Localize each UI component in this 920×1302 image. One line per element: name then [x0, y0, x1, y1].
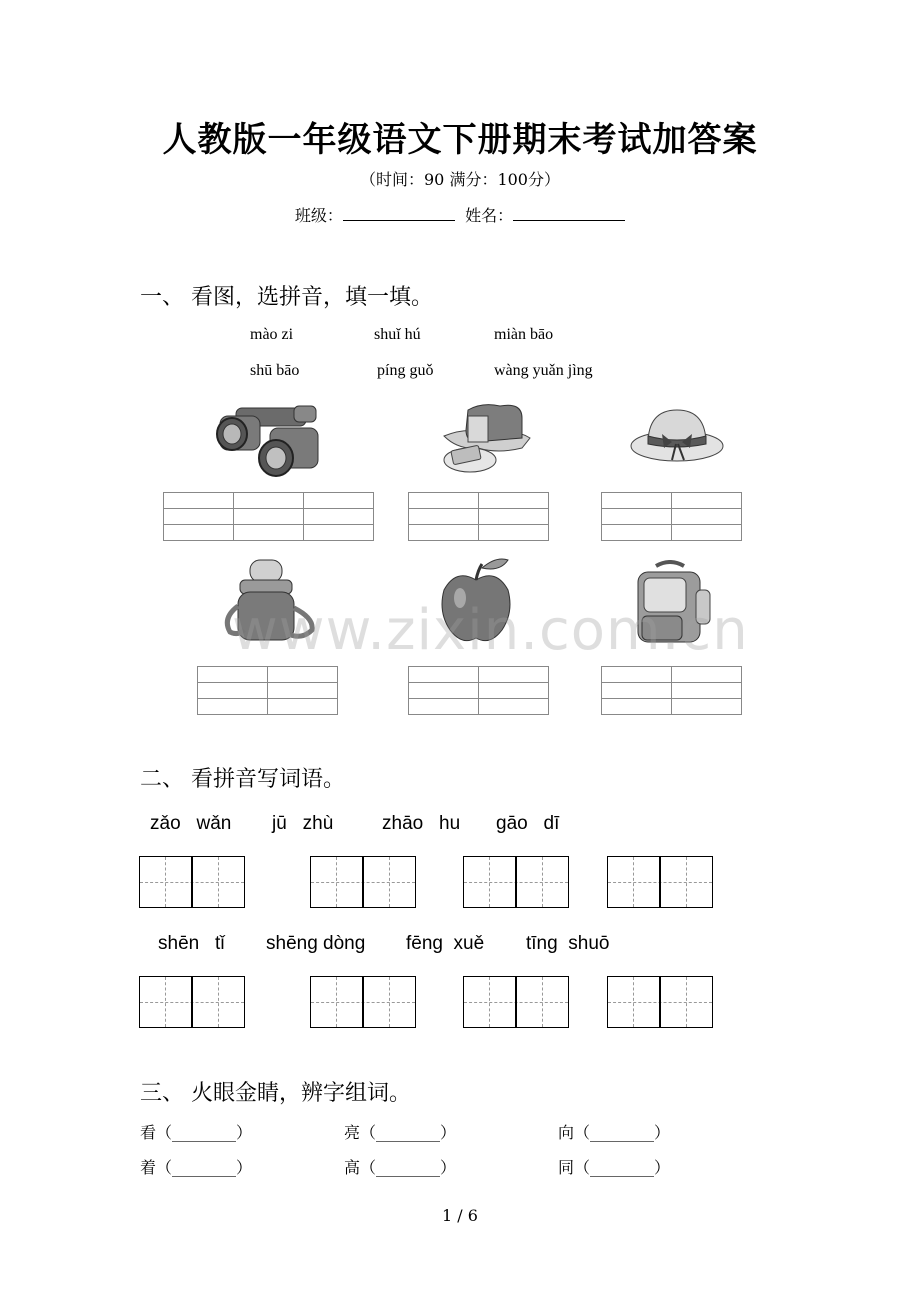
answer-blank[interactable]: （________） — [156, 1123, 253, 1142]
char: 向 — [558, 1123, 575, 1142]
writing-box[interactable] — [310, 856, 416, 908]
writing-box[interactable] — [463, 856, 569, 908]
pinyin-option: shū bāo — [250, 362, 300, 379]
class-label: 班级： — [294, 206, 343, 225]
pinyin-option: miàn bāo — [494, 326, 554, 343]
pinyin-word: jū zhù — [272, 813, 334, 834]
word-item[interactable] — [344, 1155, 456, 1178]
bread-image — [438, 400, 534, 478]
class-field[interactable] — [343, 206, 455, 221]
answer-blank[interactable]: （________） — [574, 1123, 671, 1142]
writing-box[interactable] — [463, 976, 569, 1028]
name-label: 姓名： — [465, 206, 514, 225]
pinyin-option: mào zi — [250, 326, 294, 343]
answer-blank[interactable]: （________） — [360, 1158, 457, 1177]
writing-box[interactable] — [139, 976, 245, 1028]
char: 看 — [140, 1123, 157, 1142]
answer-grid[interactable] — [197, 666, 338, 715]
word-item[interactable] — [558, 1155, 670, 1178]
word-item[interactable] — [140, 1155, 252, 1178]
pinyin-word: tīng shuō — [526, 933, 610, 954]
answer-grid[interactable] — [408, 492, 549, 541]
writing-box[interactable] — [607, 976, 713, 1028]
answer-grid[interactable] — [163, 492, 374, 541]
word-item[interactable] — [140, 1120, 252, 1143]
writing-box[interactable] — [607, 856, 713, 908]
pinyin-word: fēng xuě — [406, 933, 485, 954]
pinyin-word: zhāo hu — [382, 813, 461, 834]
pinyin-option: wàng yuǎn jìng — [494, 362, 593, 379]
word-item[interactable] — [344, 1120, 456, 1143]
hat-image — [628, 404, 726, 468]
student-info-row — [0, 203, 920, 226]
char: 着 — [140, 1158, 157, 1177]
pinyin-word: zǎo wǎn — [150, 813, 232, 834]
char: 高 — [344, 1158, 361, 1177]
answer-grid[interactable] — [601, 492, 742, 541]
writing-box[interactable] — [139, 856, 245, 908]
pinyin-word: shēn tǐ — [158, 933, 225, 954]
answer-blank[interactable]: （________） — [156, 1158, 253, 1177]
exam-info: （时间：90 满分：100分） — [360, 170, 560, 189]
word-item[interactable] — [558, 1120, 670, 1143]
pinyin-option: píng guǒ — [377, 362, 434, 379]
section-3-heading: 三、 火眼金睛，辨字组词。 — [140, 1081, 411, 1106]
answer-grid[interactable] — [601, 666, 742, 715]
char: 亮 — [344, 1123, 361, 1142]
pinyin-word: shēng dòng — [266, 933, 366, 954]
pinyin-word: gāo dī — [496, 813, 560, 834]
answer-grid[interactable] — [408, 666, 549, 715]
pinyin-option: shuǐ hú — [374, 326, 421, 343]
name-field[interactable] — [513, 206, 625, 221]
answer-blank[interactable]: （________） — [574, 1158, 671, 1177]
answer-blank[interactable]: （________） — [360, 1123, 457, 1142]
section-1-heading: 一、 看图，选拼音，填一填。 — [140, 285, 433, 310]
writing-box[interactable] — [310, 976, 416, 1028]
watermark: www.zixin.com.cn — [232, 598, 749, 663]
section-2-heading: 二、 看拼音写词语。 — [140, 767, 345, 792]
char: 同 — [558, 1158, 575, 1177]
page-title: 人教版一年级语文下册期末考试加答案 — [162, 120, 758, 160]
binoculars-image — [210, 398, 330, 480]
page-number: 1 / 6 — [442, 1206, 478, 1225]
